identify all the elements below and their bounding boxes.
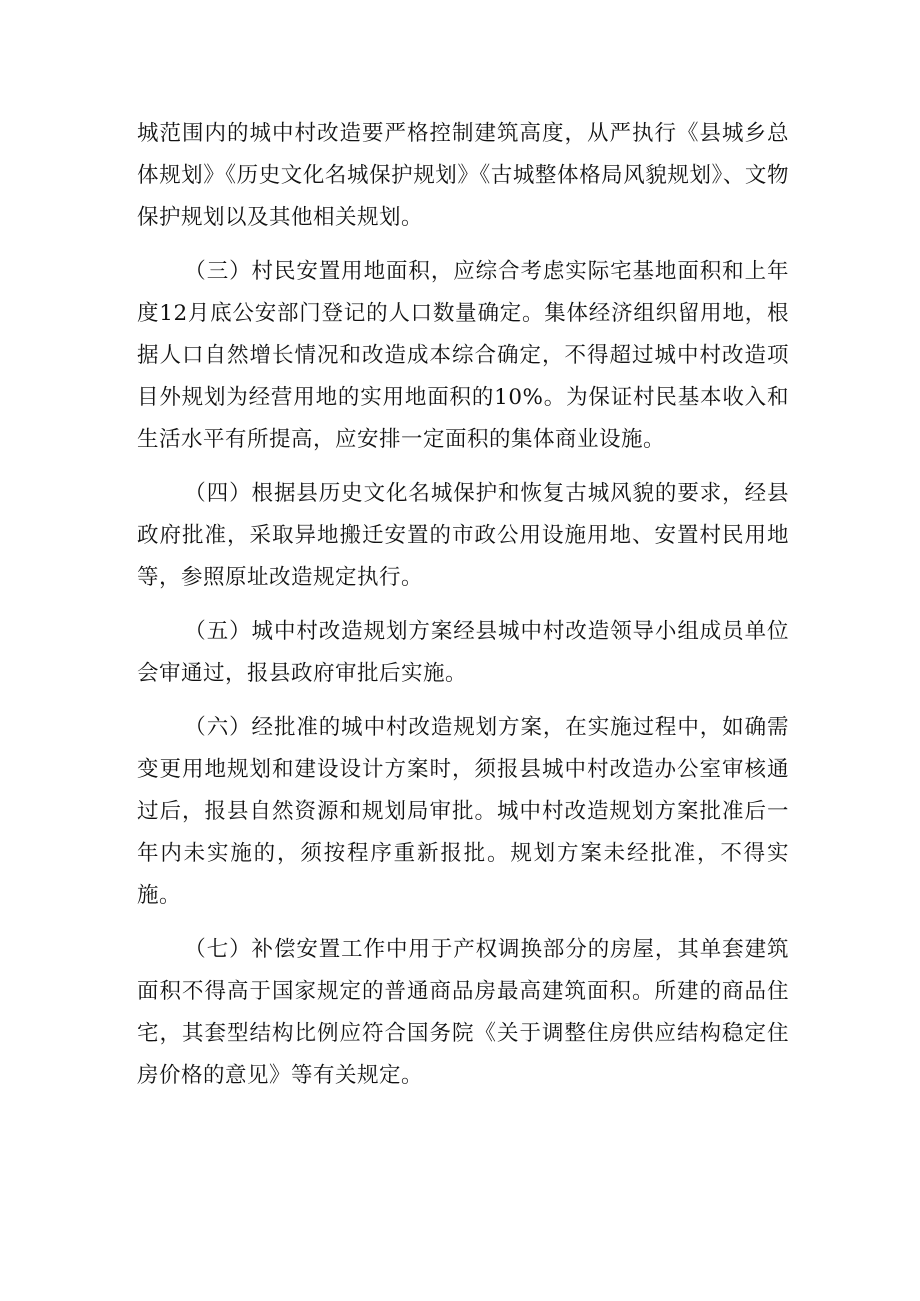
paragraph-item-4: （四）根据县历史文化名城保护和恢复古城风貌的要求，经县政府批准，采取异地搬迁安置的市政公用设施用地、安置村民用地等，参照原址改造规定执行。 (137, 481, 789, 590)
paragraph-item-7: （七）补偿安置工作中用于产权调换部分的房屋，其单套建筑面积不得高于国家规定的普通商品房最高建筑面积。所建的商品住宅，其套型结构比例应符合国务院《关于调整住房供应结构稳定住房价格的意见》等有关规定。 (137, 937, 789, 1088)
document-body (137, 113, 789, 1097)
paragraph-item-3: （三）村民安置用地面积，应综合考虑实际宅基地面积和上年度12月底公安部门登记的人口数量确定。集体经济组织留用地，根据人口自然增长情况和改造成本综合确定，不得超过城中村改造项目外规划为经营用地的实用地面积的10%。为保证村民基本收入和生活水平有所提高，应安排一定面积的集体商业设施。 (137, 259, 789, 452)
paragraph-item-6: （六）经批准的城中村改造规划方案，在实施过程中，如确需变更用地规划和建设设计方案时，须报县城中村改造办公室审核通过后，报县自然资源和规划局审批。城中村改造规划方案批准后一年内未实施的，须按程序重新报批。规划方案未经批准，不得实施。 (137, 715, 789, 908)
paragraph-continuation: 城范围内的城中村改造要严格控制建筑高度，从严执行《县城乡总体规划》《历史文化名城保护规划》《古城整体格局风貌规划》、文物保护规划以及其他相关规划。 (137, 121, 789, 230)
paragraph-item-5: （五）城中村改造规划方案经县城中村改造领导小组成员单位会审通过，报县政府审批后实施。 (137, 619, 789, 686)
